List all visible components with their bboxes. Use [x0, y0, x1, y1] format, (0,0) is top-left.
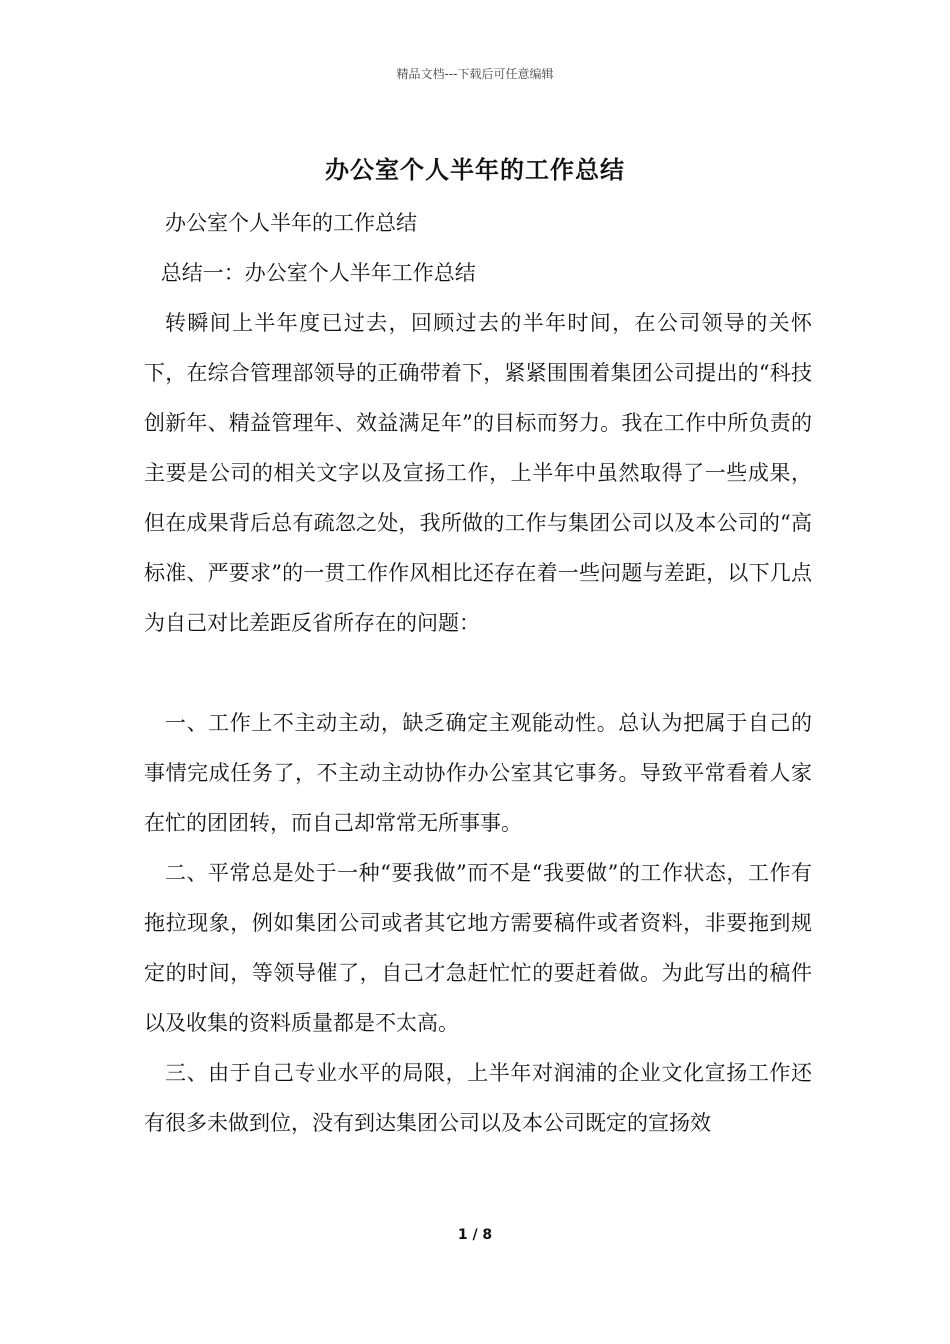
- paragraph-point-3: 三、由于自己专业水平的局限，上半年对润浦的企业文化宣扬工作还有很多未做到位，没有到达集团公司以及本公司既定的宣扬效: [144, 1061, 812, 1135]
- paragraph-intro: 转瞬间上半年度已过去，回顾过去的半年时间，在公司领导的关怀下，在综合管理部领导的正确带着下，紧紧围围着集团公司提出的“科技创新年、精益管理年、效益满足年”的目标而努力。我在工作中所负责的主要是公司的相关文字以及宣扬工作，上半年中虽然取得了一些成果，但在成果背后总有疏忽之处，我所做的工作与集团公司以及本公司的“高标准、严要求”的一贯工作作风相比还存在着一些问题与差距，以下几点为自己对比差距反省所存在的问题：: [144, 311, 812, 635]
- document-subtitle: 办公室个人半年的工作总结: [165, 211, 417, 235]
- section-heading: 总结一：办公室个人半年工作总结: [160, 261, 476, 285]
- paragraph-point-2: 二、平常总是处于一种“要我做”而不是“我要做”的工作状态，工作有拖拉现象，例如集团公司或者其它地方需要稿件或者资料，非要拖到规定的时间，等领导催了，自己才急赶忙忙的要赶着做。为此写出的稿件以及收集的资料质量都是不太高。: [144, 861, 812, 1035]
- paragraph-point-1: 一、工作上不主动主动，缺乏确定主观能动性。总认为把属于自己的事情完成任务了，不主动主动协作办公室其它事务。导致平常看着人家在忙的团团转，而自己却常常无所事事。: [144, 711, 812, 835]
- document-body: [144, 198, 812, 1148]
- document-title: 办公室个人半年的工作总结: [325, 155, 625, 184]
- header-note: 精品文档---下载后可任意编辑: [396, 67, 554, 81]
- page-number: 1 / 8: [457, 1227, 493, 1243]
- paragraph-gap: [144, 648, 812, 698]
